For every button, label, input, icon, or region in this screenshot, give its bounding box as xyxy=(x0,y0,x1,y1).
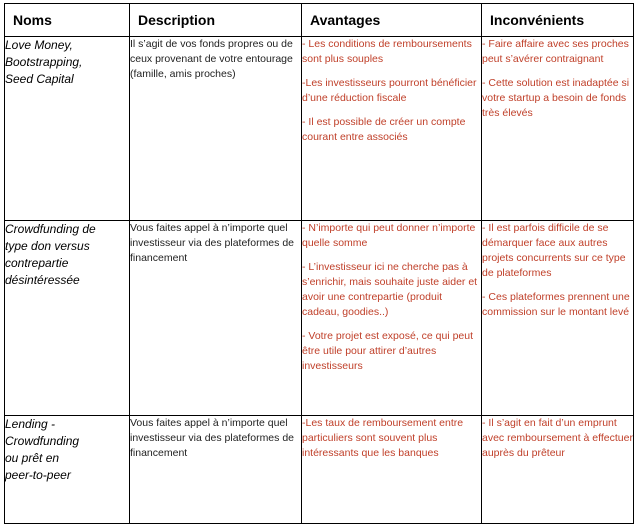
row-avantages xyxy=(302,221,482,416)
row-name-cell xyxy=(5,37,130,221)
inconvenient-item: - Faire affaire avec ses proches peut s’avérer contraignant xyxy=(482,38,629,65)
row-inconvenients xyxy=(482,221,634,416)
name-line: ou prêt en xyxy=(5,450,60,465)
inconvenient-item: - Il est parfois difficile de se démarquer face aux autres projets concurrents sur ce type de plateformes xyxy=(482,222,626,280)
inconvenient-item: - Il s’agit en fait d’un emprunt avec remboursement à effectuer auprès du prêteur xyxy=(482,416,633,459)
name-line: Love Money, xyxy=(5,38,73,52)
avantage-item: - L’investisseur ici ne cherche pas à s’enrichir, mais souhaite juste aider et avoir une contrepartie (produit cadeau, goodies..) xyxy=(302,261,478,319)
name-line: désintéressée xyxy=(5,273,80,288)
avantage-item: -Les investisseurs pourront bénéficier d’une réduction fiscale xyxy=(302,77,477,104)
avantage-item: - Votre projet est exposé, ce qui peut être utile pour attirer d’autres investisseurs xyxy=(302,330,474,373)
table-row xyxy=(5,37,634,221)
header-row xyxy=(5,4,634,37)
name-line: contrepartie xyxy=(5,256,69,271)
header-noms: Noms xyxy=(5,4,130,37)
name-line: Crowdfunding de xyxy=(5,222,96,237)
avantage-item: - N’importe qui peut donner n’importe quelle somme xyxy=(302,222,476,250)
row-inconvenients xyxy=(482,415,634,523)
inconvenient-item: - Cette solution est inadaptée si votre startup a besoin de fonds très élevés xyxy=(482,77,630,119)
header-description: Description xyxy=(130,4,302,37)
avantage-item: -Les taux de remboursement entre particuliers sont souvent plus intéressants que les banques xyxy=(302,416,464,459)
row-avantages xyxy=(302,415,482,523)
avantage-item: - Il est possible de créer un compte courant entre associés xyxy=(302,116,466,143)
row-inconvenients xyxy=(482,37,634,221)
name-line: peer-to-peer xyxy=(5,467,71,482)
row-description: Vous faites appel à n’importe quel investisseur via des plateformes de financement xyxy=(130,221,302,416)
table-row xyxy=(5,221,634,416)
row-name-cell xyxy=(5,415,130,523)
header-avantages: Avantages xyxy=(302,4,482,37)
name-line: type don versus xyxy=(5,239,90,254)
name-line: Lending - xyxy=(5,416,56,431)
header-inconvenients: Inconvénients xyxy=(482,4,634,37)
avantage-item: - Les conditions de remboursements sont plus souples xyxy=(302,38,472,65)
row-description: Il s’agit de vos fonds propres ou de ceux provenant de votre entourage (famille, amis proches) xyxy=(130,37,302,221)
row-avantages xyxy=(302,37,482,221)
row-name-cell xyxy=(5,221,130,416)
inconvenient-item: - Ces plateformes prennent une commission sur le montant levé xyxy=(482,291,630,319)
name-line: Crowdfunding xyxy=(5,433,80,448)
row-description: Vous faites appel à n’importe quel investisseur via des plateformes de financement xyxy=(130,415,302,523)
name-line: Bootstrapping, xyxy=(5,55,83,69)
name-line: Seed Capital xyxy=(5,72,74,86)
table-row xyxy=(5,415,634,523)
comparison-table xyxy=(4,3,634,524)
